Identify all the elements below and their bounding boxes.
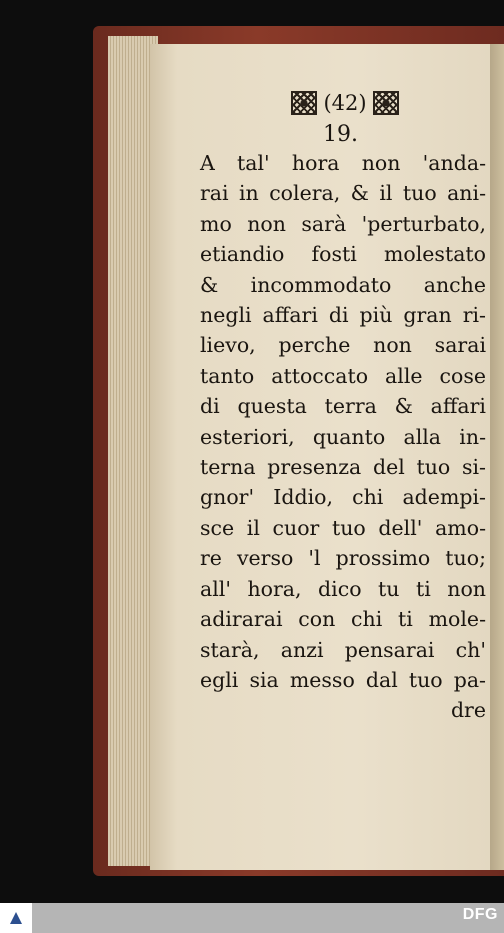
ornament-right-icon: [373, 91, 399, 115]
facing-page-edge: [490, 44, 504, 870]
text-line: all' hora, dico tu ti non: [200, 576, 486, 601]
text-line: etiandio fosti molestato: [200, 242, 486, 267]
text-line: negli affari di più gran ri-: [200, 303, 486, 328]
text-line: tanto attoccato alle cose: [200, 363, 486, 388]
text-line: rai in colera, & il tuo ani-: [200, 181, 486, 206]
text-line: mo non sarà 'perturbato,: [200, 211, 486, 236]
section-number: 19.: [323, 122, 358, 147]
dfg-logo[interactable]: DFG: [462, 906, 498, 923]
text-line: & incommodato anche: [200, 272, 486, 297]
ornament-left-icon: [291, 91, 317, 115]
library-logo-icon: [10, 912, 22, 924]
text-line: re verso 'l prossimo tuo;: [200, 546, 486, 571]
text-line: terna presenza del tuo si-: [200, 455, 486, 480]
text-line: esteriori, quanto alla in-: [200, 424, 486, 449]
page-number: (42): [323, 91, 367, 115]
text-line: di questa terra & affari: [200, 394, 486, 419]
text-line: egli sia messo dal tuo pa-: [200, 667, 486, 692]
text-line: lievo, perche non sarai: [200, 333, 486, 358]
text-line: starà, anzi pensarai ch': [200, 637, 486, 662]
library-logo[interactable]: [0, 903, 32, 933]
text-line: gnor' Iddio, chi adempi-: [200, 485, 486, 510]
text-line: adirarai con chi ti mole-: [200, 607, 486, 632]
viewer-footer-bar: [0, 903, 504, 933]
text-line: A tal' hora non 'anda-: [200, 151, 486, 175]
page-header: [270, 88, 420, 118]
text-line: dre: [450, 698, 486, 723]
text-line: sce il cuor tuo dell' amo-: [200, 515, 486, 540]
body-text: [200, 148, 486, 726]
